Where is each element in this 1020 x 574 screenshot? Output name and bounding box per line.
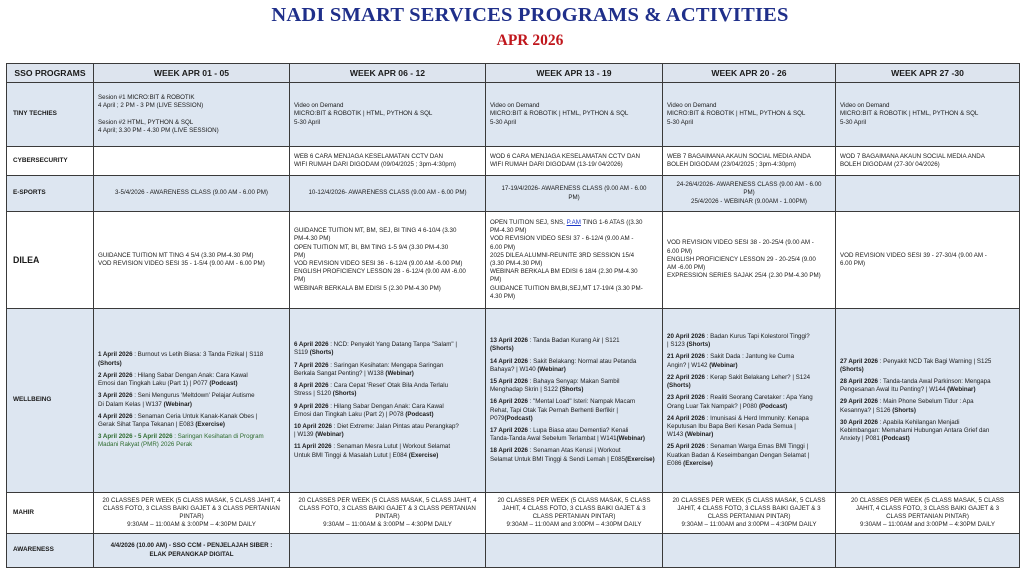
- wellbeing-entry: 2 April 2026 : Hilang Sabar Dengan Anak: Cara Kawal: [98, 371, 248, 379]
- cell-awareness-w5: [836, 534, 1020, 568]
- cell-tiny-w4: Video on Demand MICRO:BIT & ROBOTIK | HTML, PYTHON & SQL 5-30 April: [663, 83, 836, 147]
- schedule-table: [6, 63, 1020, 568]
- cell-wellbeing-w3: 13 April 2026 : Tanda Badan Kurang Air | S121 (Shorts) 14 April 2026 : Sakit Belakang: Normal atau Petanda Bahaya? | W140 (Webinar) 15 April 2026 : Bahaya Senyap: Makan Sambil Menghadap Skrin | S122 (Shorts) 16 April 2026 : "Mental Load" Isteri: Nampak Macam Rehat, Tapi Otak Tak Pernah Berhenti Berfikir | P079(Podcast) 17 April 2026 : Lupa Biasa atau Dementia? Kenali Tanda-Tanda Awal Sebelum Terlambat | W141(Webinar) 18 April 2026 : Senaman Atas Kerusi | Workout Selamat Untuk BMI Tinggi & Sendi Lemah | E085(Exercise): [486, 309, 663, 493]
- cell-tiny-w2: Video on Demand MICRO:BIT & ROBOTIK | HTML, PYTHON & SQL 5-30 April: [290, 83, 486, 147]
- cell-cyber-w2: WEB 6 CARA MENJAGA KESELAMATAN CCTV DAN WIFI RUMAH DARI DIGODAM (09/04/2025 ; 3pm-4:30pm): [290, 147, 486, 176]
- wellbeing-entry: 6 April 2026 : NCD: Penyakit Yang Datang Tanpa "Salam" |: [294, 341, 457, 349]
- cell-wellbeing-w4: 20 April 2026 : Badan Kurus Tapi Kolestorol Tinggi? | S123 (Shorts) 21 April 2026 : Sakit Dada : Jantung ke Cuma Angin? | W142 (Webinar) 22 April 2026 : Kerap Sakit Belakang Leher? | S124 (Shorts) 23 April 2026 : Realiti Seorang Caretaker : Apa Yang Orang Luar Tak Nampak? | P080 (Podcast) 24 April 2026 : Imunisasi & Herd Immunity: Kenapa Keputusan Ibu Bapa Beri Kesan Pada Semua | W143 (Webinar) 25 April 2026 : Senaman Warga Emas BMI Tinggi | Kuatkan Badan & Keseimbangan Dengan Selamat | E086 (Exercise): [663, 309, 836, 493]
- cell-esports-w4: 24-26/4/2026- AWARENESS CLASS (9.00 AM - 6.00 PM) 25/4/2026 - WEBINAR (9.00AM - 1.00PM): [663, 176, 836, 212]
- wellbeing-entry: 23 April 2026 : Realiti Seorang Caretaker : Apa Yang: [667, 394, 813, 402]
- wellbeing-entry: 10 April 2026 : Diet Extreme: Jalan Pintas atau Perangkap?: [294, 422, 459, 430]
- wellbeing-entry: 4 April 2026 : Senaman Ceria Untuk Kanak-Kanak Obes |: [98, 412, 258, 420]
- program-label-tiny-techies: TINY TECHIES: [7, 83, 94, 147]
- col-header-week1: WEEK APR 01 - 05: [94, 64, 290, 83]
- wellbeing-entry: 24 April 2026 : Imunisasi & Herd Immunity: Kenapa: [667, 414, 809, 422]
- header-row: [7, 64, 1020, 83]
- pam-link[interactable]: P.AM: [566, 218, 581, 226]
- row-cybersecurity: [7, 147, 1020, 176]
- wellbeing-entry: 16 April 2026 : "Mental Load" Isteri: Nampak Macam: [490, 398, 636, 406]
- wellbeing-entry: 21 April 2026 : Sakit Dada : Jantung ke Cuma: [667, 353, 795, 361]
- cell-awareness-w4: [663, 534, 836, 568]
- page-title: NADI SMART SERVICES PROGRAMS & ACTIVITIES: [271, 4, 789, 26]
- cell-tiny-w1: Sesion #1 MICRO:BIT & ROBOTIK 4 April ; 2 PM - 3 PM (LIVE SESSION) Sesion #2 HTML, PYTHON & SQL 4 April; 3.30 PM - 4.30 PM (LIVE SESSION): [94, 83, 290, 147]
- cell-mahir-w3: 20 CLASSES PER WEEK (5 CLASS MASAK, 5 CLASS JAHIT, 4 CLASS FOTO, 3 CLASS BAIKI GAJET & 3 CLASS PERTANIAN PINTAR) 9:30AM – 11:00AM and 3:00PM – 4:30PM DAILY: [486, 493, 663, 534]
- page-subtitle: APR 2026: [496, 32, 564, 49]
- cell-awareness-w3: [486, 534, 663, 568]
- wellbeing-entry: 17 April 2026 : Lupa Biasa atau Dementia? Kenali: [490, 427, 629, 434]
- wellbeing-entry: 11 April 2026 : Senaman Mesra Lutut | Workout Selamat: [294, 443, 451, 451]
- row-esports: [7, 176, 1020, 212]
- program-label-mahir: MAHIR: [7, 493, 94, 534]
- col-header-week2: WEEK APR 06 - 12: [290, 64, 486, 83]
- cell-mahir-w5: 20 CLASSES PER WEEK (5 CLASS MASAK, 5 CLASS JAHIT, 4 CLASS FOTO, 3 CLASS BAIKI GAJET & 3 CLASS PERTANIAN PINTAR) 9:30AM – 11:00AM and 3:00PM – 4:30PM DAILY: [836, 493, 1020, 534]
- cell-cyber-w5: WOD 7 BAGAIMANA AKAUN SOCIAL MEDIA ANDA BOLEH DIGODAM (27-30/ 04/2026): [836, 147, 1020, 176]
- cell-awareness-w2: [290, 534, 486, 568]
- cell-tiny-w3: Video on Demand MICRO:BIT & ROBOTIK | HTML, PYTHON & SQL 5-30 April: [486, 83, 663, 147]
- wellbeing-entry: 3 April 2026 : Seni Mengurus 'Meltdown' Pelajar Autisme: [98, 392, 255, 400]
- wellbeing-entry: 8 April 2026 : Cara Cepat 'Reset' Otak Bila Anda Terlalu: [294, 382, 449, 390]
- row-mahir: [7, 493, 1020, 534]
- cell-mahir-w2: 20 CLASSES PER WEEK (5 CLASS MASAK, 5 CLASS JAHIT, 4 CLASS FOTO, 3 CLASS BAIKI GAJET & 3 CLASS PERTANIAN PINTAR) 9:30AM – 11:00AM & 3:00PM – 4:30PM DAILY: [290, 493, 486, 534]
- program-label-wellbeing: WELLBEING: [7, 309, 94, 493]
- wellbeing-entry: 9 April 2026 : Hilang Sabar Dengan Anak: Cara Kawal: [294, 402, 444, 410]
- row-wellbeing: [7, 309, 1020, 493]
- program-label-cybersecurity: CYBERSECURITY: [7, 147, 94, 176]
- cell-wellbeing-w2: 6 April 2026 : NCD: Penyakit Yang Datang Tanpa "Salam" | S119 (Shorts) 7 April 2026 : Saringan Kesihatan: Mengapa Saringan Berkala Sangat Penting? | W138 (Webinar) 8 April 2026 : Cara Cepat 'Reset' Otak Bila Anda Terlalu Stress | S120 (Shorts) 9 April 2026 : Hilang Sabar Dengan Anak: Cara Kawal Emosi dan Tingkah Laku (Part 2) | P078 (Podcast) 10 April 2026 : Diet Extreme: Jalan Pintas atau Perangkap? | W139 (Webinar) 11 April 2026 : Senaman Mesra Lutut | Workout Selamat Untuk BMI Tinggi & Masalah Lutut | E084 (Exercise): [290, 309, 486, 493]
- wellbeing-entry: 29 April 2026 : Main Phone Sebelum Tidur : Apa: [840, 398, 974, 406]
- wellbeing-entry: 25 April 2026 : Senaman Warga Emas BMI Tinggi |: [667, 443, 809, 451]
- cell-cyber-w1: [94, 147, 290, 176]
- wellbeing-entry: 7 April 2026 : Saringan Kesihatan: Mengapa Saringan: [294, 361, 444, 369]
- wellbeing-entry: 27 April 2026 : Penyakit NCD Tak Bagi Warning | S125: [840, 357, 992, 365]
- cell-esports-w5: [836, 176, 1020, 212]
- cell-cyber-w4: WEB 7 BAGAIMANA AKAUN SOCIAL MEDIA ANDA BOLEH DIGODAM (23/04/2025 ; 3pm-4:30pm): [663, 147, 836, 176]
- cell-mahir-w4: 20 CLASSES PER WEEK (5 CLASS MASAK, 5 CLASS JAHIT, 4 CLASS FOTO, 3 CLASS BAIKI GAJET & 3 CLASS PERTANIAN PINTAR) 9:30AM – 11:00AM and 3:00PM – 4:30PM DAILY: [663, 493, 836, 534]
- wellbeing-entry: 15 April 2026 : Bahaya Senyap: Makan Sambil: [490, 377, 620, 385]
- wellbeing-entry: 20 April 2026 : Badan Kurus Tapi Kolestorol Tinggi?: [667, 333, 810, 341]
- program-label-awareness: AWARENESS: [7, 534, 94, 568]
- cell-wellbeing-w1: 1 April 2026 : Burnout vs Letih Biasa: 3 Tanda Fizikal | S118 (Shorts) 2 April 2026 : Hilang Sabar Dengan Anak: Cara Kawal Emosi dan Tingkah Laku (Part 1) | P077 (Podcast) 3 April 2026 : Seni Mengurus 'Meltdown' Pelajar Autisme Di Dalam Kelas | W137 (Webinar) 4 April 2026 : Senaman Ceria Untuk Kanak-Kanak Obes | Gerak Sihat Tanpa Tekanan | E083 (Exercise) 3 April 2026 - 5 April 2026 : Saringan Kesihatan di Program Madani Rakyat (PMR) 2026 Perak: [94, 309, 290, 493]
- wellbeing-entry-highlight: 3 April 2026 - 5 April 2026 : Saringan Kesihatan di Program: [98, 433, 264, 441]
- wellbeing-entry: 14 April 2026 : Sakit Belakang: Normal atau Petanda: [490, 357, 637, 365]
- col-header-week4: WEEK APR 20 - 26: [663, 64, 836, 83]
- row-tiny-techies: [7, 83, 1020, 147]
- cell-dilea-w1: GUIDANCE TUITION MT TING 4 5/4 (3.30 PM-4.30 PM) VOD REVISION VIDEO SESI 35 - 1-5/4 (9.00 AM - 6.00 PM): [94, 212, 290, 309]
- cell-esports-w3: 17-19/4/2026- AWARENESS CLASS (9.00 AM - 6.00 PM): [486, 176, 663, 212]
- wellbeing-entry: 28 April 2026 : Tanda-tanda Awal Parkinson: Mengapa: [840, 377, 991, 385]
- row-awareness: [7, 534, 1020, 568]
- cell-dilea-w3: OPEN TUITION SEJ, SNS, P.AM TING 1-6 ATAS ((3.30 PM-4.30 PM) VOD REVISION VIDEO SESI 37 - 6-12/4 (9.00 AM - 6.00 PM) 2025 DILEA ALUMNI-REUNITE 3RD SESSION 15/4 (3.30 PM-4.30 PM) WEBINAR BERKALA BM EDISI 6 18/4 (2.30 PM-4.30 PM) GUIDANCE TUITION BM,BI,SEJ,MT 17-19/4 (3.30 PM- 4.30 PM): [486, 212, 663, 309]
- col-header-programs: SSO PROGRAMS: [7, 64, 94, 83]
- cell-cyber-w3: WOD 6 CARA MENJAGA KESELAMATAN CCTV DAN WIFI RUMAH DARI DIGODAM (13-19/ 04/2026): [486, 147, 663, 176]
- cell-tiny-w5: Video on Demand MICRO:BIT & ROBOTIK | HTML, PYTHON & SQL 5-30 April: [836, 83, 1020, 147]
- wellbeing-entry: 18 April 2026 : Senaman Atas Kerusi | Workout: [490, 447, 621, 455]
- col-header-week5: WEEK APR 27 -30: [836, 64, 1020, 83]
- cell-dilea-w4: VOD REVISION VIDEO SESI 38 - 20-25/4 (9.00 AM - 6.00 PM) ENGLISH PROFICIENCY LESSON 29 - 20-25/4 (9.00 AM -6.00 PM) EXPRESSION SERIES SAJAK 25/4 (2.30 PM-4.30 PM): [663, 212, 836, 309]
- cell-dilea-w2: GUIDANCE TUITION MT, BM, SEJ, BI TING 4 6-10/4 (3.30 PM-4.30 PM) OPEN TUITION MT, BI, BM TING 1-5 9/4 (3.30 PM-4.30 PM) VOD REVISION VIDEO SESI 36 - 6-12/4 (9.00 AM -6.00 PM) ENGLISH PROFICIENCY LESSON 28 - 6-12/4 (9.00 AM -6.00 PM) WEBINAR BERKALA BM EDISI 5 (2.30 PM-4.30 PM): [290, 212, 486, 309]
- col-header-week3: WEEK APR 13 - 19: [486, 64, 663, 83]
- wellbeing-entry: 22 April 2026 : Kerap Sakit Belakang Leher? | S124: [667, 373, 811, 381]
- cell-dilea-w5: VOD REVISION VIDEO SESI 39 - 27-30/4 (9.00 AM - 6.00 PM): [836, 212, 1020, 309]
- program-label-esports: E-SPORTS: [7, 176, 94, 212]
- program-label-dilea: DILEA: [7, 212, 94, 309]
- wellbeing-entry: 1 April 2026 : Burnout vs Letih Biasa: 3 Tanda Fizikal | S118: [98, 351, 264, 359]
- row-dilea: [7, 212, 1020, 309]
- cell-wellbeing-w5: 27 April 2026 : Penyakit NCD Tak Bagi Warning | S125 (Shorts) 28 April 2026 : Tanda-tanda Awal Parkinson: Mengapa Pengesanan Awal Itu Penting? | W144 (Webinar) 29 April 2026 : Main Phone Sebelum Tidur : Apa Kesannya? | S126 (Shorts) 30 April 2026 : Apabila Kehilangan Menjadi Kebimbangan: Memahami Hubungan Antara Grief dan Anxiety | P081 (Podcast): [836, 309, 1020, 493]
- cell-mahir-w1: 20 CLASSES PER WEEK (5 CLASS MASAK, 5 CLASS JAHIT, 4 CLASS FOTO, 3 CLASS BAIKI GAJET & 3 CLASS PERTANIAN PINTAR) 9:30AM – 11:00AM & 3:00PM – 4:30PM DAILY: [94, 493, 290, 534]
- cell-esports-w1: 3-5/4/2026 - AWARENESS CLASS (9.00 AM - 6.00 PM): [94, 176, 290, 212]
- cell-esports-w2: 10-12/4/2026- AWARENESS CLASS (9.00 AM - 6.00 PM): [290, 176, 486, 212]
- wellbeing-entry: 13 April 2026 : Tanda Badan Kurang Air | S121: [490, 337, 620, 345]
- wellbeing-entry: 30 April 2026 : Apabila Kehilangan Menjadi: [840, 418, 960, 426]
- cell-awareness-w1: 4/4/2026 (10.00 AM) - SSO CCM - PENJELAJAH SIBER : ELAK PERANGKAP DIGITAL: [94, 534, 290, 568]
